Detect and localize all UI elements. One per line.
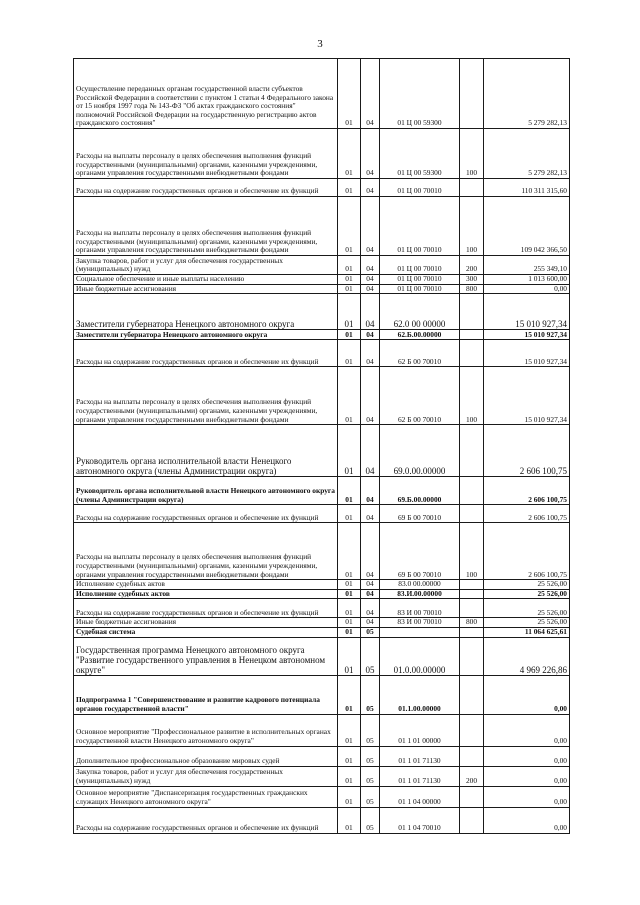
row-section-code: 01 — [338, 599, 361, 618]
row-expense-type: 200 — [460, 256, 484, 275]
row-amount: 2 606 100,75 — [484, 477, 570, 505]
row-name: Исполнение судебных актов — [74, 580, 338, 590]
table-row — [74, 807, 570, 833]
row-expense-type — [460, 340, 484, 367]
row-name: Социальное обеспечение и иные выплаты населению — [74, 275, 338, 285]
row-section-code: 01 — [338, 523, 361, 580]
row-section-code: 01 — [338, 275, 361, 285]
row-expense-type: 100 — [460, 367, 484, 425]
row-target-article: 69.Б.00.00000 — [380, 477, 460, 505]
row-target-article: 01 1 04 70010 — [380, 807, 460, 833]
row-target-article: 83 И 00 70010 — [380, 618, 460, 628]
row-target-article: 01 1 01 00000 — [380, 714, 460, 746]
row-section-code: 01 — [338, 714, 361, 746]
row-amount: 110 311 315,60 — [484, 179, 570, 197]
row-target-article: 62.0 00 00000 — [380, 294, 460, 330]
row-subsection-code: 04 — [361, 477, 380, 505]
row-amount: 15 010 927,34 — [484, 294, 570, 330]
row-expense-type — [460, 675, 484, 714]
row-expense-type — [460, 505, 484, 523]
row-name: Расходы на содержание государственных органов и обеспечение их функций — [74, 505, 338, 523]
row-target-article: 01 Ц 00 59300 — [380, 59, 460, 129]
row-amount: 109 042 366,50 — [484, 197, 570, 256]
table-row — [74, 197, 570, 256]
row-amount: 0,00 — [484, 766, 570, 786]
row-amount: 255 349,10 — [484, 256, 570, 275]
table-row — [74, 618, 570, 628]
page-number: 3 — [317, 38, 323, 50]
row-amount: 4 969 226,86 — [484, 637, 570, 675]
table-row — [74, 330, 570, 340]
row-name: Государственная программа Ненецкого автономного округа "Развитие государственного управления в Ненецком автономном округе" — [74, 637, 338, 675]
row-section-code: 01 — [338, 786, 361, 807]
table-row — [74, 477, 570, 505]
row-subsection-code: 04 — [361, 284, 380, 294]
table-row — [74, 59, 570, 129]
table-row — [74, 523, 570, 580]
row-expense-type — [460, 746, 484, 766]
row-subsection-code: 04 — [361, 367, 380, 425]
row-name: Руководитель органа исполнительной власти Ненецкого автономного округа (члены Администрации округа) — [74, 425, 338, 477]
row-target-article: 69 Б 00 70010 — [380, 505, 460, 523]
row-subsection-code: 04 — [361, 275, 380, 285]
row-section-code: 01 — [338, 340, 361, 367]
row-name: Расходы на выплаты персоналу в целях обеспечения выполнения функций государственными (муниципальными) органами, казенными учреждениями, органами управления государственными внебюджетными фондами — [74, 197, 338, 256]
row-target-article: 83 И 00 70010 — [380, 599, 460, 618]
row-amount: 0,00 — [484, 786, 570, 807]
row-name: Дополнительное профессиональное образование мировых судей — [74, 746, 338, 766]
row-section-code: 01 — [338, 425, 361, 477]
row-subsection-code: 05 — [361, 627, 380, 637]
table-row — [74, 294, 570, 330]
row-expense-type — [460, 294, 484, 330]
row-target-article: 62 Б 00 70010 — [380, 340, 460, 367]
row-name: Иные бюджетные ассигнования — [74, 284, 338, 294]
row-target-article: 01 Ц 00 70010 — [380, 275, 460, 285]
row-subsection-code: 04 — [361, 129, 380, 179]
row-subsection-code: 04 — [361, 256, 380, 275]
row-target-article: 83.0 00.00000 — [380, 580, 460, 590]
row-subsection-code: 04 — [361, 523, 380, 580]
row-expense-type: 100 — [460, 197, 484, 256]
row-expense-type: 200 — [460, 766, 484, 786]
table-row — [74, 766, 570, 786]
table-row — [74, 786, 570, 807]
row-expense-type — [460, 637, 484, 675]
row-subsection-code: 05 — [361, 766, 380, 786]
row-section-code: 01 — [338, 746, 361, 766]
row-target-article: 01 Ц 00 59300 — [380, 129, 460, 179]
row-section-code: 01 — [338, 59, 361, 129]
row-section-code: 01 — [338, 675, 361, 714]
row-amount: 25 526,00 — [484, 599, 570, 618]
row-section-code: 01 — [338, 129, 361, 179]
table-row — [74, 425, 570, 477]
row-section-code: 01 — [338, 197, 361, 256]
row-expense-type — [460, 786, 484, 807]
row-target-article — [380, 627, 460, 637]
row-subsection-code: 05 — [361, 786, 380, 807]
row-expense-type — [460, 425, 484, 477]
row-subsection-code: 04 — [361, 505, 380, 523]
table-row — [74, 275, 570, 285]
row-section-code: 01 — [338, 284, 361, 294]
row-name: Исполнение судебных актов — [74, 589, 338, 599]
table-row — [74, 637, 570, 675]
table-row — [74, 714, 570, 746]
row-expense-type: 100 — [460, 523, 484, 580]
row-target-article: 01 Ц 00 70010 — [380, 284, 460, 294]
table-row — [74, 746, 570, 766]
row-subsection-code: 04 — [361, 59, 380, 129]
row-target-article: 01 1 04 00000 — [380, 786, 460, 807]
row-subsection-code: 04 — [361, 294, 380, 330]
row-expense-type — [460, 589, 484, 599]
row-expense-type — [460, 330, 484, 340]
row-subsection-code: 04 — [361, 197, 380, 256]
row-amount: 25 526,00 — [484, 580, 570, 590]
row-section-code: 01 — [338, 618, 361, 628]
row-amount: 0,00 — [484, 714, 570, 746]
table-row — [74, 367, 570, 425]
row-section-code: 01 — [338, 505, 361, 523]
row-expense-type: 800 — [460, 284, 484, 294]
row-section-code: 01 — [338, 367, 361, 425]
row-subsection-code: 05 — [361, 807, 380, 833]
row-name: Заместители губернатора Ненецкого автономного округа — [74, 294, 338, 330]
table-row — [74, 675, 570, 714]
row-subsection-code: 04 — [361, 618, 380, 628]
row-target-article: 62.Б.00.00000 — [380, 330, 460, 340]
row-name: Расходы на содержание государственных органов и обеспечение их функций — [74, 807, 338, 833]
row-name: Расходы на выплаты персоналу в целях обеспечения выполнения функций государственными (муниципальными) органами, казенными учреждениями, органами управления государственными внебюджетными фондами — [74, 129, 338, 179]
row-amount: 15 010 927,34 — [484, 367, 570, 425]
row-subsection-code: 05 — [361, 714, 380, 746]
table-row — [74, 340, 570, 367]
row-amount: 1 013 600,00 — [484, 275, 570, 285]
row-expense-type — [460, 714, 484, 746]
row-subsection-code: 05 — [361, 746, 380, 766]
budget-table — [73, 58, 570, 834]
row-amount: 0,00 — [484, 284, 570, 294]
row-amount: 0,00 — [484, 675, 570, 714]
row-name: Подпрограмма 1 "Совершенствование и развитие кадрового потенциала органов государственной власти" — [74, 675, 338, 714]
row-amount: 5 279 282,13 — [484, 59, 570, 129]
row-section-code: 01 — [338, 256, 361, 275]
table-row — [74, 505, 570, 523]
row-target-article: 01 Ц 00 70010 — [380, 179, 460, 197]
row-amount: 15 010 927,34 — [484, 340, 570, 367]
row-amount: 2 606 100,75 — [484, 425, 570, 477]
row-name: Заместители губернатора Ненецкого автономного округа — [74, 330, 338, 340]
row-name: Основное мероприятие "Профессиональное развитие в исполнительных органах государственной власти Ненецкого автономного округа" — [74, 714, 338, 746]
row-expense-type — [460, 59, 484, 129]
row-amount: 0,00 — [484, 746, 570, 766]
row-section-code: 01 — [338, 637, 361, 675]
row-target-article: 83.И.00.00000 — [380, 589, 460, 599]
row-amount: 25 526,00 — [484, 589, 570, 599]
row-name: Судебная система — [74, 627, 338, 637]
row-section-code: 01 — [338, 477, 361, 505]
row-subsection-code: 04 — [361, 179, 380, 197]
row-expense-type: 100 — [460, 129, 484, 179]
row-amount: 5 279 282,13 — [484, 129, 570, 179]
row-section-code: 01 — [338, 589, 361, 599]
row-target-article: 01 1 01 71130 — [380, 746, 460, 766]
table-row — [74, 129, 570, 179]
row-amount: 2 606 100,75 — [484, 505, 570, 523]
row-amount: 0,00 — [484, 807, 570, 833]
row-section-code: 01 — [338, 330, 361, 340]
row-name: Основное мероприятие "Диспансеризация государственных гражданских служащих Ненецкого автономного округа" — [74, 786, 338, 807]
row-subsection-code: 04 — [361, 330, 380, 340]
row-amount: 15 010 927,34 — [484, 330, 570, 340]
row-target-article: 01.0.00.00000 — [380, 637, 460, 675]
row-subsection-code: 05 — [361, 675, 380, 714]
row-subsection-code: 04 — [361, 580, 380, 590]
row-name: Закупка товаров, работ и услуг для обеспечения государственных (муниципальных) нужд — [74, 766, 338, 786]
row-target-article: 01 Ц 00 70010 — [380, 197, 460, 256]
row-name: Расходы на содержание государственных органов и обеспечение их функций — [74, 340, 338, 367]
row-subsection-code: 04 — [361, 599, 380, 618]
row-name: Расходы на выплаты персоналу в целях обеспечения выполнения функций государственными (муниципальными) органами, казенными учреждениями, органами управления государственными внебюджетными фондами — [74, 367, 338, 425]
row-name: Иные бюджетные ассигнования — [74, 618, 338, 628]
table-row — [74, 179, 570, 197]
row-name: Руководитель органа исполнительной власти Ненецкого автономного округа (члены Администрации округа) — [74, 477, 338, 505]
table-row — [74, 256, 570, 275]
row-subsection-code: 05 — [361, 637, 380, 675]
table-row — [74, 284, 570, 294]
row-expense-type — [460, 627, 484, 637]
row-target-article: 69.0.00.00000 — [380, 425, 460, 477]
row-target-article: 01 Ц 00 70010 — [380, 256, 460, 275]
table-row — [74, 627, 570, 637]
row-target-article: 62 Б 00 70010 — [380, 367, 460, 425]
row-target-article: 69 Б 00 70010 — [380, 523, 460, 580]
row-expense-type: 800 — [460, 618, 484, 628]
row-name: Осуществление переданных органам государственной власти субъектов Российской Федерации в соответствии с пунктом 1 статьи 4 Федерального закона от 15 ноября 1997 года № 143-ФЗ "Об актах гражданского состояния" полномочий Российской Федерации на государственную регистрацию актов гражданского состояния" — [74, 59, 338, 129]
row-name: Закупка товаров, работ и услуг для обеспечения государственных (муниципальных) нужд — [74, 256, 338, 275]
row-subsection-code: 04 — [361, 340, 380, 367]
row-subsection-code: 04 — [361, 589, 380, 599]
row-amount: 11 064 625,61 — [484, 627, 570, 637]
row-expense-type — [460, 599, 484, 618]
row-name: Расходы на содержание государственных органов и обеспечение их функций — [74, 599, 338, 618]
row-expense-type — [460, 580, 484, 590]
row-name: Расходы на содержание государственных органов и обеспечение их функций — [74, 179, 338, 197]
row-section-code: 01 — [338, 766, 361, 786]
table-row — [74, 599, 570, 618]
row-name: Расходы на выплаты персоналу в целях обеспечения выполнения функций государственными (муниципальными) органами, казенными учреждениями, органами управления государственными внебюджетными фондами — [74, 523, 338, 580]
row-target-article: 01.1.00.00000 — [380, 675, 460, 714]
row-section-code: 01 — [338, 294, 361, 330]
row-section-code: 01 — [338, 807, 361, 833]
table-row — [74, 589, 570, 599]
row-section-code: 01 — [338, 580, 361, 590]
table-row — [74, 580, 570, 590]
row-expense-type — [460, 807, 484, 833]
row-expense-type: 300 — [460, 275, 484, 285]
row-amount: 25 526,00 — [484, 618, 570, 628]
row-expense-type — [460, 179, 484, 197]
row-amount: 2 606 100,75 — [484, 523, 570, 580]
row-section-code: 01 — [338, 179, 361, 197]
row-section-code: 01 — [338, 627, 361, 637]
row-subsection-code: 04 — [361, 425, 380, 477]
row-target-article: 01 1 01 71130 — [380, 766, 460, 786]
row-expense-type — [460, 477, 484, 505]
